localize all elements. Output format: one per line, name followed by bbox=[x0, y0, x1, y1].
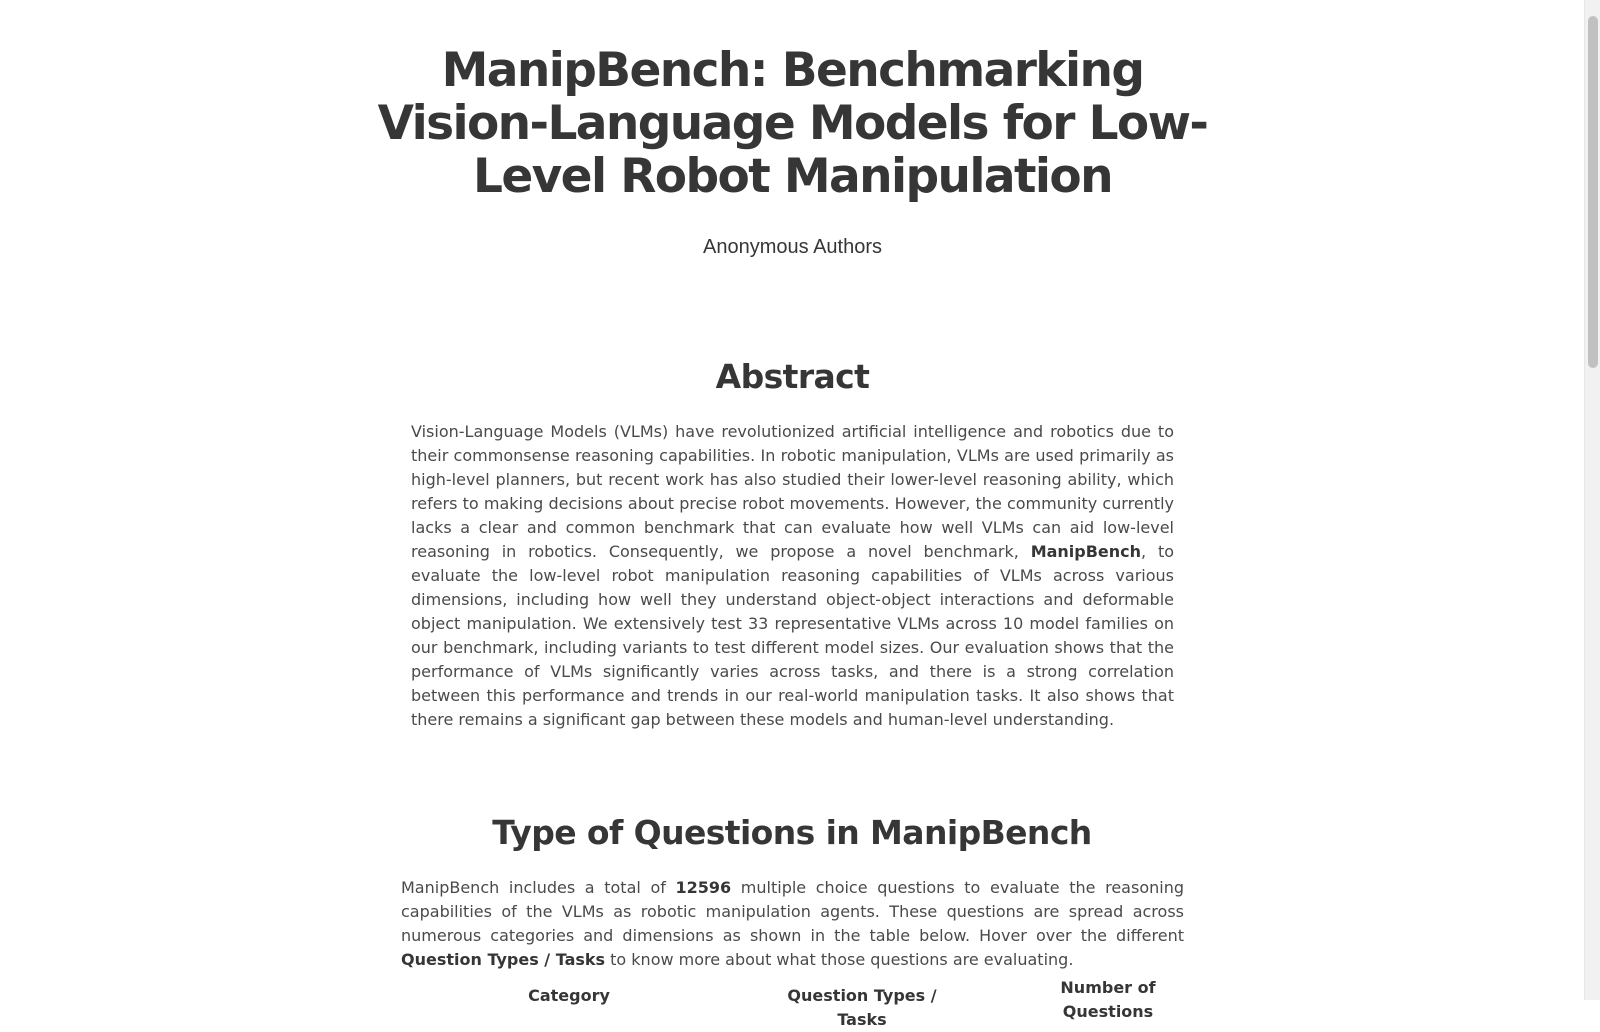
abstract-benchmark-name: ManipBench bbox=[1030, 542, 1142, 561]
question-types-hover-label: Question Types / Tasks bbox=[401, 950, 606, 969]
abstract-text-part-2: , to evaluate the low-level robot manipulation reasoning capabilities of VLMs across various dimensions, including how well they understand object-object interactions and deformable object manipulation. We extensively test 33 representative VLMs across 10 model families on our benchmark, including variants to test different model sizes. Our evaluation shows that the performance of VLMs significantly varies across tasks, and there is a strong correlation between this performance and trends in our real-world manipulation tasks. It also shows that there remains a significant gap between these models and human-level understanding. bbox=[411, 542, 1175, 729]
description-part-2: multiple choice questions to evaluate the reasoning capabilities of the VLMs as robotic manipulation agents. These questions are spread across numerous categories and dimensions as shown in the table below. Hover over the different bbox=[401, 878, 1184, 945]
description-part-1: ManipBench includes a total of bbox=[401, 878, 676, 897]
table-header-question-type: Question Types / Tasks bbox=[787, 986, 937, 1029]
question-types-description bbox=[401, 876, 1184, 972]
question-count: 12596 bbox=[675, 878, 732, 897]
description-part-3: to know more about what those questions are evaluating. bbox=[605, 950, 1074, 969]
question-types-table-header bbox=[401, 978, 1184, 1029]
paper-title: ManipBench: Benchmarking Vision-Language Models for Low-Level Robot Manipulation bbox=[377, 43, 1208, 204]
table-header-number-of-questions: Number of Questions bbox=[1060, 978, 1156, 1021]
abstract-heading: Abstract bbox=[715, 357, 870, 396]
vertical-scrollbar[interactable] bbox=[1584, 0, 1600, 1000]
abstract-text-part-1: Vision-Language Models (VLMs) have revolutionized artificial intelligence and robotics due to their commonsense reasoning capabilities. In robotic manipulation, VLMs are used primarily as high-level planners, but recent work has also studied their lower-level reasoning ability, which refers to making decisions about precise robot movements. However, the community currently lacks a clear and common benchmark that can evaluate how well VLMs can aid low-level reasoning in robotics. Consequently, we propose a novel benchmark, bbox=[411, 422, 1174, 561]
abstract-text bbox=[411, 420, 1174, 732]
question-types-heading: Type of Questions in ManipBench bbox=[492, 813, 1092, 852]
authors: Anonymous Authors bbox=[703, 236, 882, 258]
table-header-category: Category bbox=[528, 986, 610, 1005]
scrollbar-thumb[interactable] bbox=[1588, 16, 1598, 368]
